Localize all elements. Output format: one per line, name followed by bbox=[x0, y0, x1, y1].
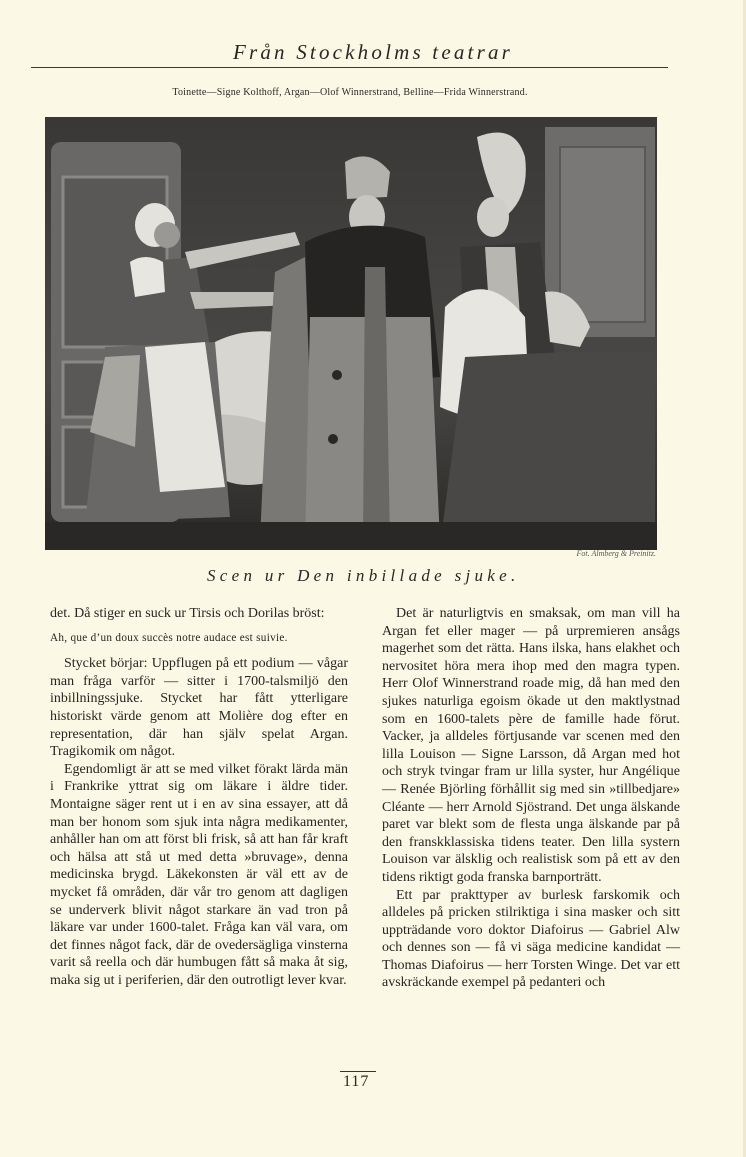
folio-rule bbox=[340, 1071, 376, 1072]
header-rule bbox=[31, 67, 668, 68]
stage-photograph bbox=[45, 117, 657, 550]
french-quote: Ah, que d’un doux succès notre audace est suivie. bbox=[50, 631, 288, 644]
paragraph: Det är naturligtvis en smaksak, om man vill ha Argan fet eller mager — på urpremieren ansågs magerhet som det rätta. Hans ilska, hans elakhet och nervositet höra mera ihop med den magra typen. Herr Olof Winnerstrand roade mig, då han med den sjukes naturliga egoism ökade ut den maktlystnad som en 1600-talets père de famille hade förut. Vacker, ja alldeles förtjusande var scenen med den lilla Louison — Signe Larsson, då Argan med hot och stryk tvingar fram ur lilla syster, hur Angélique — Renée Björling förhållit sig med sin »tillbedjare» Cléante — herr Arnold Sjöstrand. Det unga älskande paret var blekt som de flesta unga älskande par på den franskklassiska tidens teater. Den lilla systern Louison var älsklig och realistisk som på ett av den tidens riktigt goda franska barnporträtt. bbox=[382, 606, 680, 885]
cast-caption: Toinette—Signe Kolthoff, Argan—Olof Winnerstrand, Belline—Frida Winnerstrand. bbox=[172, 87, 528, 98]
paragraph: det. Då stiger en suck ur Tirsis och Dorilas bröst: bbox=[50, 606, 325, 621]
paragraph: Egendomligt är att se med vilket förakt lärda män i Frankrike yttrat sig om läkare i äldre tider. Montaigne säger rent ut i en av sina essayer, att då man ber honom som sjuk inta några medikamenter, anhåller han om att först bli frisk, så att han får kraft och hälsa att stå ut med detta »bruvage», denna medicinska brygd. Läkekonsten är väl ett av de mycket få områden, där vår tro genom att dagligen se underverk blivit något starkare än vad tron på läkare var under 1600-talet. Fråga kan väl vara, om det finnes något fack, där de ovedersägliga vinsterna varit så reella och där humbugen fått så maka åt sig, maka sig ut i periferien, där den outrotligt lever kvar. bbox=[50, 761, 348, 988]
right-column bbox=[382, 605, 680, 992]
left-column bbox=[50, 605, 348, 989]
photo-credit: Fot. Almberg & Preinitz. bbox=[576, 549, 656, 558]
photo-title: Scen ur Den inbillade sjuke. bbox=[207, 566, 520, 585]
paragraph: Ett par prakttyper av burlesk farskomik och alldeles på pricken stilriktiga i sina masker och sitt uppträdande voro doktor Diafoirus — Gabriel Alw och dennes son — få vi säga medicine kandidat — Thomas Diafoirus — herr Torsten Winge. Det var ett avskräckande exempel på pedanteri och bbox=[382, 887, 680, 991]
running-head: Från Stockholms teatrar bbox=[232, 40, 514, 64]
page-number: 117 bbox=[343, 1073, 370, 1090]
paragraph: Stycket börjar: Uppflugen på ett podium — vågar man fråga varför — sitter i 1700-talsmiljö den inbillningssjuke. Stycket har fått ytterligare historiskt värde genom att Molière dog efter en representation, där han själv spelat Argan. Tragikomik om något. bbox=[50, 656, 348, 760]
